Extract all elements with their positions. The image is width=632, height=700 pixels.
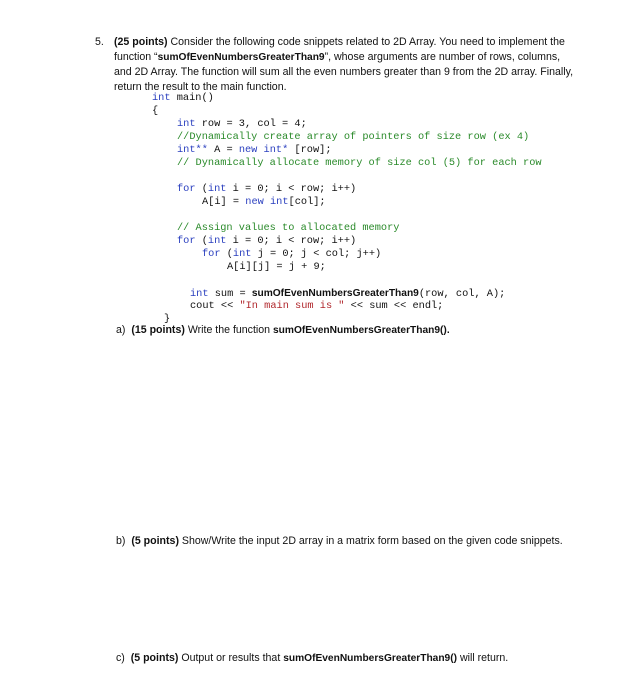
code-text: sum =	[208, 288, 252, 300]
part-a	[116, 324, 450, 336]
code-text: (	[195, 235, 208, 247]
code-comment-create-array: //Dynamically create array of pointers of size row (ex 4)	[177, 131, 530, 143]
code-text: (row, col, A);	[418, 288, 506, 300]
code-keyword: int	[190, 288, 209, 300]
code-keyword: int	[152, 92, 171, 104]
code-text: j = 0; j < col; j++)	[251, 248, 382, 260]
code-keyword: new int	[245, 196, 289, 208]
code-open-brace: {	[152, 105, 159, 117]
part-c-label: c)	[116, 652, 125, 664]
question-number: 5.	[95, 36, 104, 48]
question-points: (25 points)	[114, 36, 168, 48]
part-b-points: (5 points)	[131, 535, 179, 547]
code-keyword: int	[232, 248, 252, 260]
part-c-text-2: will return.	[457, 652, 509, 664]
code-line-for-j	[202, 248, 381, 261]
code-text: main()	[170, 92, 214, 104]
part-c	[116, 652, 508, 664]
code-text: i = 0; i < row; i++)	[226, 183, 357, 195]
question-text-2: ”, whose arguments are number of rows, columns, and 2D Array. The function will sum all the even numbers greater than 9 from the 2D array. Finally, return the result to the main function.	[114, 50, 574, 93]
code-text: i = 0; i < row; i++)	[226, 235, 357, 247]
code-line-sum-call	[190, 287, 505, 301]
code-keyword: for	[202, 248, 221, 260]
part-a-text: Write the function	[184, 324, 274, 336]
code-keyword: int	[177, 118, 196, 130]
question-function-name: sumOfEvenNumbersGreaterThan9	[157, 51, 325, 63]
code-string: "In main sum is "	[239, 300, 345, 312]
code-line-row-col	[177, 118, 307, 131]
code-comment-allocate-cols: // Dynamically allocate memory of size col (5) for each row	[177, 157, 542, 169]
code-line-alloc-rows	[177, 144, 332, 157]
code-keyword: int	[207, 235, 227, 247]
code-line-for-alloc	[177, 183, 356, 196]
code-close-brace: }	[164, 313, 171, 325]
part-a-label: a)	[116, 324, 126, 336]
question-statement	[114, 35, 574, 94]
question-text-1: Consider the following code snippets related to 2D Array. You need to implement the function “	[114, 36, 565, 63]
code-line-assign: A[i][j] = j + 9;	[227, 261, 326, 273]
code-line-for-i	[177, 235, 356, 248]
code-text: row = 3, col = 4;	[195, 118, 307, 130]
code-line-cout	[190, 300, 443, 313]
code-text: A[i] =	[202, 196, 246, 208]
part-b-text: Show/Write the input 2D array in a matrix form based on the given code snippets.	[178, 535, 563, 547]
code-text: (	[195, 183, 208, 195]
part-c-points: (5 points)	[130, 652, 179, 664]
code-keyword: new int*	[238, 144, 289, 156]
code-text: cout <<	[190, 300, 240, 312]
code-keyword: int**	[177, 144, 208, 156]
code-main-signature	[152, 92, 214, 105]
code-text: [row];	[288, 144, 332, 156]
code-keyword: for	[177, 235, 196, 247]
code-text: A =	[207, 144, 239, 156]
code-function-name: sumOfEvenNumbersGreaterThan9	[251, 288, 419, 299]
code-line-alloc-col	[202, 196, 326, 209]
part-c-function: sumOfEvenNumbersGreaterThan9()	[283, 653, 458, 664]
part-a-function: sumOfEvenNumbersGreaterThan9().	[273, 325, 450, 336]
part-b-label: b)	[116, 535, 126, 547]
code-comment-assign-values: // Assign values to allocated memory	[177, 222, 400, 234]
code-keyword: int	[207, 183, 227, 195]
part-a-points: (15 points)	[131, 324, 185, 336]
part-b	[116, 535, 563, 547]
code-text: [col];	[288, 196, 326, 208]
code-text: << sum << endl;	[344, 300, 444, 312]
code-text: (	[220, 248, 233, 260]
part-c-text: Output or results that	[178, 652, 284, 664]
code-keyword: for	[177, 183, 196, 195]
